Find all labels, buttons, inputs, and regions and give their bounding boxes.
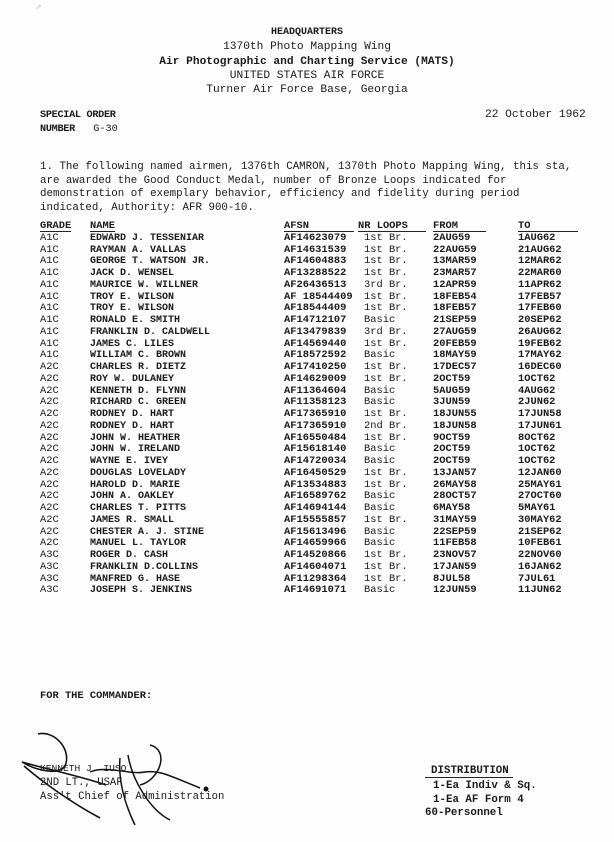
cell-nr-loops: 3rd Br. [364,325,408,338]
distribution-item: 1-Ea AF Form 4 [433,793,524,806]
cell-grade: A2C [40,384,59,397]
cell-to: 22MAR60 [518,267,562,279]
cell-grade: A1C [40,243,59,256]
margin-mark: ↗ [36,2,42,12]
cell-afsn: AF14631539 [284,243,347,256]
cell-name: FRANKLIN D.COLLINS [90,561,199,573]
cell-from: 12JUN59 [433,584,477,597]
cell-nr-loops: 1st Br. [364,408,408,420]
cell-to: 26AUG62 [518,325,562,338]
cell-to: 17FEB57 [518,290,562,303]
header-from: FROM [433,221,486,232]
cell-grade: A1C [40,314,59,326]
cell-nr-loops: 1st Br. [364,361,408,373]
cell-nr-loops: 1st Br. [364,466,408,479]
order-date: 22 October 1962 [485,109,586,121]
cell-grade: A2C [40,513,59,526]
cell-name: KENNETH D. FLYNN [90,385,187,397]
cell-nr-loops: 1st Br. [364,255,408,268]
order-number-block [40,109,118,137]
special-order-label: SPECIAL ORDER [40,110,116,121]
cell-from: 9OCT59 [433,431,471,444]
signer-title: Ass't Chief of Administration [40,791,225,803]
cell-from: 12APR59 [433,278,477,291]
cell-grade: A1C [40,337,59,350]
cell-name: FRANKLIN D. CALDWELL [90,326,211,338]
cell-afsn: AF16550484 [284,431,347,444]
cell-grade: A3C [40,549,59,561]
cell-grade: A2C [40,419,59,432]
cell-nr-loops: 1st Br. [364,243,408,256]
cell-nr-loops: Basic [364,502,396,514]
cell-grade: A2C [40,372,59,385]
cell-from: 6MAY58 [433,502,471,514]
cell-from: 27AUG59 [433,325,477,338]
cell-nr-loops: 1st Br. [364,337,408,350]
cell-name: JAMES R. SMALL [90,514,175,526]
cell-name: JOHN W. IRELAND [90,444,181,456]
cell-from: 8JUL58 [433,572,471,585]
cell-to: 1AUG62 [518,231,556,244]
cell-to: 7JUL61 [518,572,556,585]
cell-to: 27OCT60 [518,490,562,503]
cell-name: MAURICE W. WILLNER [90,279,199,291]
cell-to: 12JAN60 [518,466,562,479]
cell-grade: A2C [40,490,59,503]
cell-to: 2JUN62 [518,396,556,409]
cell-to: 5MAY61 [518,502,556,514]
cell-afsn: AF14691071 [284,584,347,597]
cell-from: 2OCT59 [433,443,471,456]
cell-from: 3JUN59 [433,396,471,409]
order-number: G-30 [93,124,118,135]
cell-from: 18JUN58 [433,419,477,432]
cell-name: JOHN A. OAKLEY [90,491,175,503]
cell-from: 23MAR57 [433,267,477,279]
cell-to: 21AUG62 [518,243,562,256]
distribution-item: 60-Personnel [425,807,503,819]
cell-afsn: AF14623079 [284,231,347,244]
cell-afsn: AF14520866 [284,549,347,561]
distribution-block [425,765,537,821]
cell-name: RICHARD C. GREEN [90,397,187,409]
cell-afsn: AF 18544409 [284,290,353,303]
letterhead-line-service: Air Photographic and Charting Service (MATS) [159,55,455,68]
cell-name: GEORGE T. WATSON JR. [90,256,211,268]
cell-to: 11JUN62 [518,584,562,597]
cell-nr-loops: 1st Br. [364,231,408,244]
cell-nr-loops: 1st Br. [364,431,408,444]
cell-grade: A2C [40,455,59,467]
cell-nr-loops: Basic [364,455,396,467]
cell-grade: A2C [40,525,59,538]
header-afsn: AFSN [284,221,354,232]
cell-grade: A1C [40,325,59,338]
letterhead-line-base: Turner Air Force Base, Georgia [206,84,408,97]
cell-name: RONALD E. SMITH [90,315,181,326]
cell-afsn: AF18544409 [284,302,347,315]
cell-afsn: AF14720034 [284,455,347,467]
header-name: NAME [90,220,115,232]
cell-to: 17FEB60 [518,302,562,315]
cell-to: 20SEP62 [518,314,562,326]
cell-name: JOHN W. HEATHER [90,432,181,444]
cell-nr-loops: Basic [364,349,396,362]
cell-nr-loops: 1st Br. [364,513,408,526]
cell-grade: A3C [40,560,59,573]
cell-nr-loops: Basic [364,525,396,538]
cell-name: HAROLD D. MARIE [90,479,181,491]
cell-to: 4AUG62 [518,384,556,397]
cell-nr-loops: Basic [364,396,396,409]
cell-to: 30MAY62 [518,513,562,526]
cell-afsn: AF14659966 [284,537,347,550]
cell-to: 19FEB62 [518,337,562,350]
cell-afsn: AF11298364 [284,572,347,585]
cell-afsn: AF13479839 [284,325,347,338]
letterhead [0,26,614,97]
cell-name: ROGER D. CASH [90,550,169,561]
cell-nr-loops: 1st Br. [364,478,408,491]
cell-afsn: AF17410250 [284,361,347,373]
cell-from: 18MAY59 [433,349,477,362]
cell-nr-loops: 1st Br. [364,572,408,585]
cell-nr-loops: Basic [364,314,396,326]
cell-name: DOUGLAS LOVELADY [90,467,187,479]
cell-name: CHESTER A. J. STINE [90,526,205,538]
cell-afsn: AF17365910 [284,419,347,432]
award-paragraph: 1. The following named airmen, 1376th CAMRON, 1370th Photo Mapping Wing, this sta, are awarded the Good Conduct Medal, number of Bronze Loops indicated for demonstration of exemplary behavior, efficiency and fidelity during period indicated, Authority: AFR 900-10. [40,161,572,214]
cell-grade: A2C [40,361,59,373]
letterhead-line-headquarters: HEADQUARTERS [270,27,343,38]
cell-grade: A3C [40,584,59,597]
cell-from: 13MAR59 [433,255,477,268]
cell-to: 8OCT62 [518,431,556,444]
cell-afsn: AF14712107 [284,314,347,326]
cell-afsn: AF13534883 [284,478,347,491]
cell-from: 21SEP59 [433,314,477,326]
letterhead-line-usaf: UNITED STATES AIR FORCE [229,69,385,82]
cell-name: TROY E. WILSON [90,303,175,315]
cell-afsn: AF18572592 [284,349,347,362]
cell-afsn: AF13288522 [284,267,347,279]
cell-afsn: AF14604883 [284,255,347,268]
cell-afsn: AF14694144 [284,502,347,514]
cell-name: EDWARD J. TESSENIAR [90,232,205,244]
cell-grade: A3C [40,572,59,585]
cell-to: 25MAY61 [518,478,562,491]
cell-from: 17DEC57 [433,361,477,373]
cell-to: 16JAN62 [518,560,562,573]
cell-from: 18FEB57 [433,302,477,315]
cell-from: 22SEP59 [433,525,477,538]
cell-to: 1OCT62 [518,443,556,456]
cell-from: 23NOV57 [433,549,477,561]
cell-grade: A1C [40,255,59,268]
cell-name: MANUEL L. TAYLOR [90,538,187,550]
for-the-commander: FOR THE COMMANDER: [40,690,153,702]
cell-from: 20FEB59 [433,337,477,350]
cell-afsn: AF14604071 [284,560,347,573]
cell-nr-loops: 1st Br. [364,290,408,303]
cell-nr-loops: Basic [364,384,396,397]
cell-grade: A2C [40,537,59,550]
cell-from: 22AUG59 [433,243,477,256]
cell-nr-loops: 1st Br. [364,267,408,279]
distribution-title: DISTRIBUTION [425,765,513,778]
cell-afsn: AF16589762 [284,490,347,503]
cell-grade: A2C [40,466,59,479]
cell-from: 18JUN55 [433,408,477,420]
cell-to: 17MAY62 [518,349,562,362]
cell-to: 17JUN61 [518,419,562,432]
cell-grade: A1C [40,290,59,303]
cell-to: 16DEC60 [518,361,562,373]
cell-afsn: AF15618140 [284,443,347,456]
header-to: TO [518,221,578,232]
cell-to: 1OCT62 [518,372,556,385]
cell-name: ROY W. DULANEY [90,373,175,385]
cell-nr-loops: 2nd Br. [364,419,408,432]
cell-grade: A1C [40,267,59,279]
cell-name: CHARLES R. DIETZ [90,362,187,373]
cell-name: CHARLES T. PITTS [90,503,187,514]
cell-afsn: AF16450529 [284,466,347,479]
cell-afsn: AF11364604 [284,384,347,397]
cell-nr-loops: Basic [364,443,396,456]
cell-from: 31MAY59 [433,513,477,526]
cell-nr-loops: 1st Br. [364,560,408,573]
cell-grade: A2C [40,408,59,420]
cell-afsn: AF26436513 [284,278,347,291]
signer-rank: 2ND LT., USAF [40,777,123,789]
cell-grade: A2C [40,396,59,409]
cell-nr-loops: 3rd Br. [364,278,408,291]
signature-block [40,762,224,804]
cell-nr-loops: Basic [364,537,396,550]
cell-to: 10FEB61 [518,537,562,550]
cell-name: JOSEPH S. JENKINS [90,585,193,597]
cell-grade: A1C [40,278,59,291]
cell-afsn: AF17365910 [284,408,347,420]
cell-grade: A2C [40,431,59,444]
distribution-item: 1-Ea Indiv & Sq. [433,780,537,792]
cell-name: RAYMAN A. VALLAS [90,244,187,256]
cell-grade: A2C [40,443,59,456]
cell-afsn: AF11358123 [284,396,347,409]
cell-afsn: AF14629009 [284,372,347,385]
cell-nr-loops: Basic [364,490,396,503]
cell-from: 2AUG59 [433,231,471,244]
cell-name: WAYNE E. IVEY [90,456,169,467]
cell-nr-loops: 1st Br. [364,372,408,385]
cell-from: 5AUG59 [433,384,471,397]
cell-name: RODNEY D. HART [90,420,175,432]
cell-grade: A1C [40,349,59,362]
cell-afsn: AF14569440 [284,337,347,350]
cell-to: 12MAR62 [518,255,562,268]
cell-name: WILLIAM C. BROWN [90,350,187,362]
cell-grade: A1C [40,231,59,244]
cell-afsn: AF15555857 [284,513,347,526]
cell-from: 2OCT59 [433,372,471,385]
cell-nr-loops: Basic [364,584,396,597]
cell-from: 18FEB54 [433,290,477,303]
cell-from: 11FEB58 [433,537,477,550]
cell-afsn: AF15613496 [284,525,347,538]
cell-from: 13JAN57 [433,466,477,479]
cell-to: 1OCT62 [518,455,556,467]
number-label: NUMBER [40,124,75,135]
cell-from: 17JAN59 [433,560,477,573]
cell-from: 2OCT59 [433,455,471,467]
cell-from: 28OCT57 [433,490,477,503]
cell-to: 21SEP62 [518,525,562,538]
cell-grade: A1C [40,302,59,315]
signer-name: KENNETH J. IUSO [40,763,127,774]
header-grade: GRADE [40,220,72,232]
cell-grade: A2C [40,502,59,514]
cell-to: 11APR62 [518,278,562,291]
cell-grade: A2C [40,478,59,491]
cell-nr-loops: 1st Br. [364,302,408,315]
cell-name: MANFRED G. HASE [90,573,181,585]
cell-nr-loops: 1st Br. [364,549,408,561]
letterhead-line-wing: 1370th Photo Mapping Wing [223,41,391,54]
cell-to: 17JUN58 [518,408,562,420]
cell-to: 22NOV60 [518,549,562,561]
cell-name: TROY E. WILSON [90,291,175,303]
cell-name: JACK D. WENSEL [90,268,175,279]
header-nr-loops: NR LOOPS [358,221,426,232]
cell-name: JAMES C. LILES [90,338,175,350]
cell-name: RODNEY D. HART [90,409,175,420]
cell-from: 26MAY58 [433,478,477,491]
